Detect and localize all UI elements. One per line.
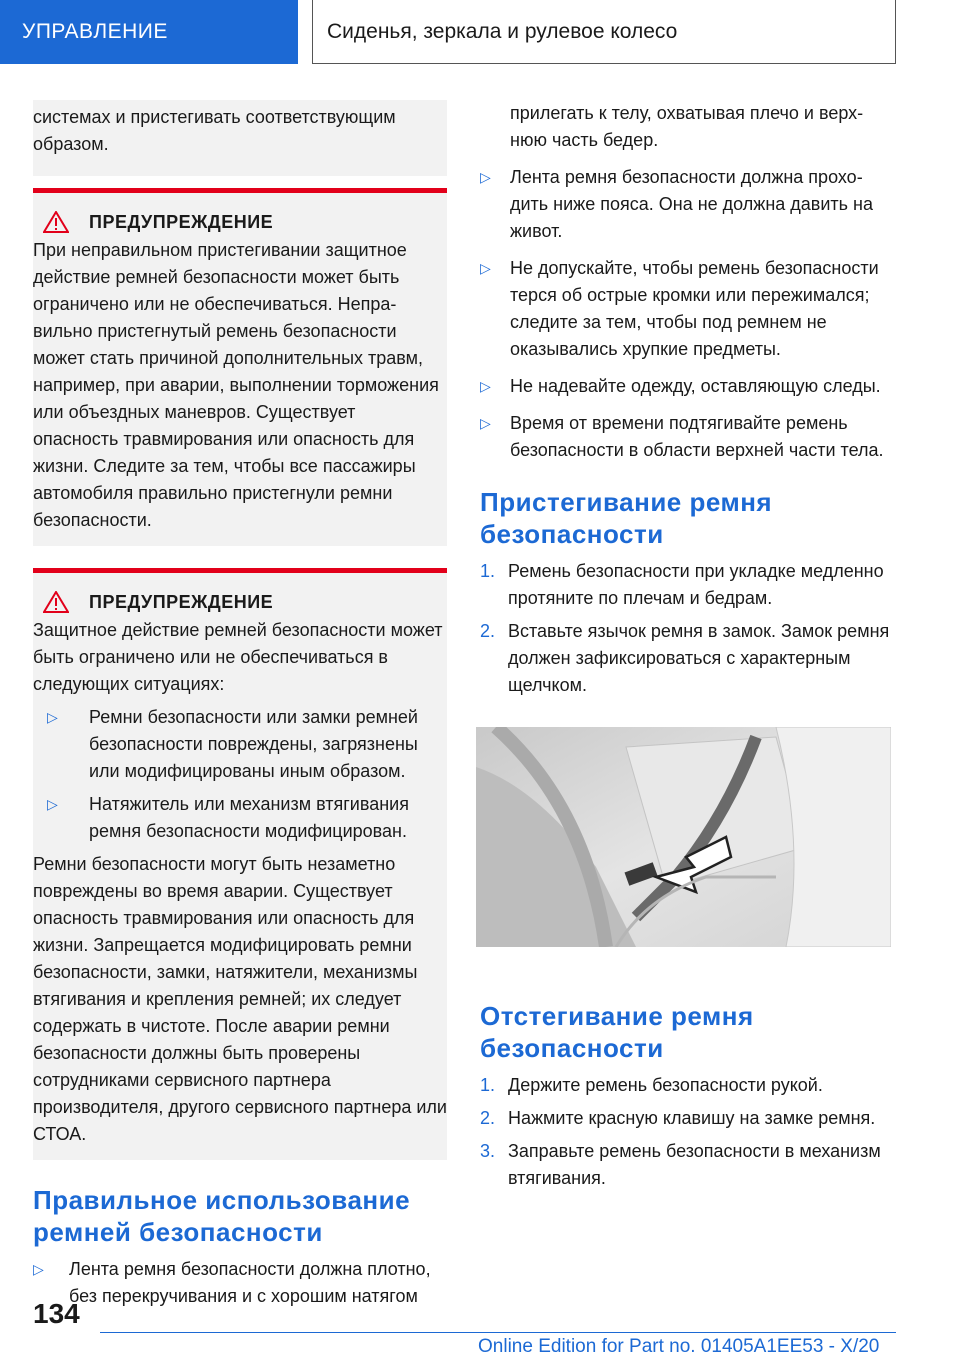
warning-box-1 — [33, 188, 447, 546]
step-text: Ремень безопасности при укладке медленно протяните по плечам и бедрам. — [508, 561, 884, 608]
triangle-right-icon: ▷ — [480, 260, 491, 276]
warning-heading — [33, 591, 447, 613]
step-item — [480, 1105, 890, 1132]
seatbelt-buckle-illustration — [476, 727, 891, 947]
step-number: 2. — [480, 1108, 496, 1128]
triangle-right-icon: ▷ — [47, 709, 58, 725]
triangle-right-icon: ▷ — [480, 378, 491, 394]
warning-title: ПРЕДУПРЕЖДЕНИЕ — [89, 211, 274, 232]
list-item-text: Ремни безопасности или замки ремней безопасности повреждены, загрязнены или модифицированы иным образом. — [89, 707, 418, 781]
warning-text: Ремни безопасности могут быть незаметно повреждены во время аварии. Существует опасность травмирования или опасность для жизни. Запрещается модифицировать ремни безопасности, замки, натяжители, механизмы втягивания и крепления ремней; их следует содержать в чистоте. После аварии ремни безопасности должны быть проверены сотрудниками сервисного партнера производителя, другого сервисного партнера или СТОА. — [33, 854, 447, 1144]
page-number: 134 — [33, 1298, 80, 1329]
list-item — [480, 164, 890, 245]
triangle-right-icon: ▷ — [480, 415, 491, 431]
list-item — [33, 791, 447, 845]
step-number: 2. — [480, 621, 496, 641]
warning-triangle-icon — [43, 591, 69, 613]
section-tab: УПРАВЛЕНИЕ — [0, 0, 298, 64]
step-item — [480, 618, 890, 699]
section-title: Правильное использование ремней безопасности — [33, 1185, 411, 1247]
warning-triangle-icon — [43, 211, 69, 233]
list-item — [480, 373, 890, 400]
step-number: 1. — [480, 561, 496, 581]
list-item — [33, 1256, 447, 1310]
step-item — [480, 1138, 890, 1192]
triangle-right-icon: ▷ — [33, 1261, 44, 1277]
step-item — [480, 1072, 890, 1099]
warning-text: При неправильном пристегивании защитное действие ремней безопасности может быть ограничено или не обеспечиваться. Неправильно пристегнутый ремень безопасности может стать причиной дополнительных травм, например, при аварии, выполнении торможения или объездных маневров. Существует опасность травмирования или опасность для жизни. Следите за тем, чтобы все пассажиры автомобиля правильно пристегнули ремни безопасности. — [33, 240, 439, 530]
list-item-text: Натяжитель или механизм втягивания ремня безопасности модифицирован. — [89, 794, 409, 841]
warning-title: ПРЕДУПРЕЖДЕНИЕ — [89, 591, 274, 612]
continued-text: прилегать к телу, охватывая плечо и верхнюю часть бедер. — [510, 103, 864, 150]
step-number: 1. — [480, 1075, 496, 1095]
step-text: Заправьте ремень безопасности в механизм втягивания. — [508, 1141, 881, 1188]
chapter-title: Сиденья, зеркала и рулевое колесо — [312, 0, 896, 64]
list-item-text: Лента ремня безопасности должна плотно, без перекручивания и с хорошим натягом — [69, 1259, 431, 1306]
left-column — [33, 100, 447, 1310]
list-item-text: Не надевайте одежду, оставляющую следы. — [510, 376, 881, 396]
intro-box — [33, 100, 447, 176]
step-text: Нажмите красную клавишу на замке ремня. — [508, 1108, 876, 1128]
footer-divider — [100, 1332, 896, 1333]
list-item — [480, 410, 890, 464]
list-item — [33, 704, 447, 785]
list-item — [480, 255, 890, 363]
intro-text: системах и пристегивать соответствующим образом. — [33, 107, 396, 154]
list-item-text: Время от времени подтягивайте ремень безопасности в области верхней части тела. — [510, 413, 884, 460]
step-item — [480, 558, 890, 612]
list-item-text: Лента ремня безопасности должна проходить ниже пояса. Она не должна давить на живот. — [510, 167, 873, 241]
unfasten-title: Отстегивание ремня безопасности — [480, 1001, 754, 1063]
warning-box-2 — [33, 568, 447, 1160]
fasten-title: Пристегивание ремня безопасности — [480, 487, 773, 549]
triangle-right-icon: ▷ — [480, 169, 491, 185]
list-item-text: Не допускайте, чтобы ремень безопасности терся об острые кромки или пережимался; следите за тем, чтобы под ремнем не оказывались хрупкие предметы. — [510, 258, 879, 359]
warning-heading — [33, 211, 447, 233]
right-column — [480, 100, 890, 1192]
warning-intro: Защитное действие ремней безопасности может быть ограничено или не обеспечиваться в следующих ситуациях: — [33, 620, 443, 694]
footer-edition: Online Edition for Part no. 01405A1EE53 - X/20 — [478, 1336, 880, 1357]
step-number: 3. — [480, 1141, 496, 1161]
step-text: Вставьте язычок ремня в замок. Замок ремня должен зафиксироваться с характерным щелчком. — [508, 621, 890, 695]
step-text: Держите ремень безопасности рукой. — [508, 1075, 823, 1095]
triangle-right-icon: ▷ — [47, 796, 58, 812]
